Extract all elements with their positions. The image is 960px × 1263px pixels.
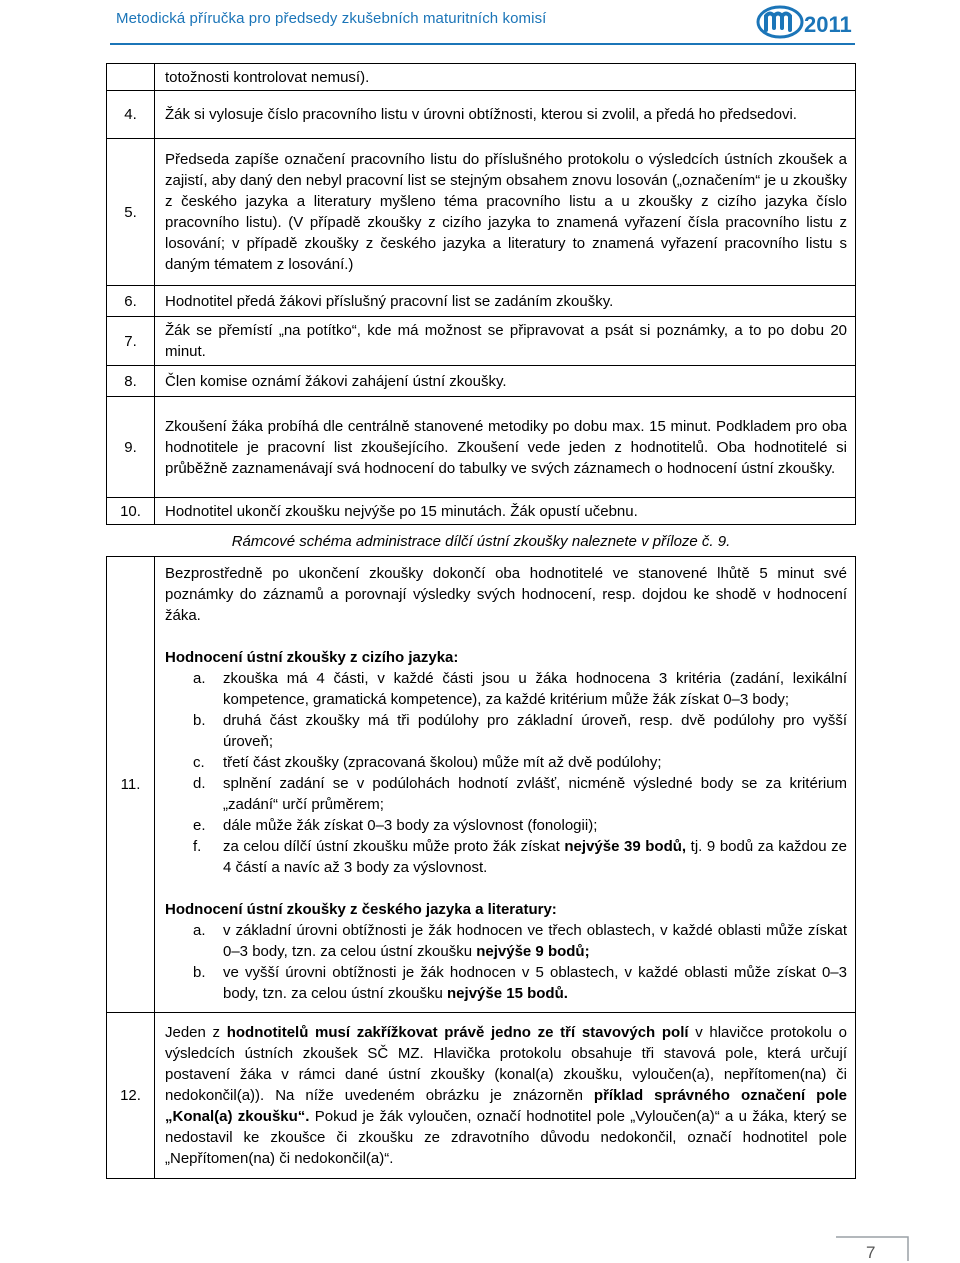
step-text xyxy=(155,139,856,286)
list-item: f. za celou dílčí ústní zkoušku může proto žák získat nejvýše 39 bodů, tj. 9 bodů za každou ze 4 částí a navíc až 3 body za výslovnost. xyxy=(193,838,848,876)
list-item: a. v základní úrovni obtížnosti je žák hodnocen ve třech oblastech, v každé oblasti může získat 0–3 body, tzn. za celou ústní zkoušku nejvýše 9 bodů; xyxy=(193,922,847,960)
foreign-language-heading: Hodnocení ústní zkoušky z cizího jazyka: xyxy=(165,649,459,666)
step-number: 9. xyxy=(107,397,155,498)
step-text: Jeden z hodnotitelů musí zakřížkovat právě jedno ze tří stavových polí v hlavičce protokolu o výsledcích ústních zkoušek SČ MZ. Hlavička protokolu obsahuje tři stavová pole, která určují postavení žáka v rámci dané ústní zkoušky (konal(a) zkoušku, vyloučen(a), nepřítomen(na) či nedokončil(a)). Na níže uvedeném obrázku je znázorněn příklad správného označení pole „Konal(a) zkoušku“. Pokud je žák vyloučen, označí hodnotitel pole „Vyloučen(a)“ a u žáka, který se nedostavil ke zkoušce či zkoušku ze zdravotního důvodu nedokončil, označí hodnotitel pole „Nepřítomen(na) či nedokončil(a)“. xyxy=(155,1013,856,1179)
foreign-language-criteria xyxy=(165,668,847,878)
list-item: c. třetí část zkoušky (zpracovaná školou) může mít až dvě podúlohy; xyxy=(193,754,662,771)
step-number: 6. xyxy=(107,286,155,317)
step-number: 11. xyxy=(107,557,155,1013)
table-row xyxy=(107,1013,856,1179)
procedure-table xyxy=(106,63,856,1179)
step-text: Hodnotitel ukončí zkoušku nejvýše po 15 minutách. Žák opustí učebnu. xyxy=(155,498,856,525)
table-row xyxy=(107,139,856,286)
evaluation-intro: Bezprostředně po ukončení zkoušky dokončí oba hodnotitelé ve stanovené lhůtě 5 minut své poznámky do záznamů a porovnají výsledky svých hodnocení, resp. dojdou ke shodě v hodnocení žáka. xyxy=(165,565,847,624)
list-item: e. dále může žák získat 0–3 body za výslovnost (fonologii); xyxy=(193,817,598,834)
czech-language-heading: Hodnocení ústní zkoušky z českého jazyka a literatury: xyxy=(165,901,557,918)
table-row xyxy=(107,366,856,397)
table-row xyxy=(107,397,856,498)
list-item: b. ve vyšší úrovni obtížnosti je žák hodnocen v 5 oblastech, v každé oblasti může získat 0–3 body, tzn. za celou ústní zkoušku nejvýše 15 bodů. xyxy=(193,964,847,1002)
czech-language-criteria xyxy=(165,920,847,1004)
step-number: 5. xyxy=(107,139,155,286)
list-item: a. zkouška má 4 části, v každé části jsou u žáka hodnocena 3 kritéria (zadání, lexikální kompetence, gramatická kompetence), za každé kritérium může žák získat 0–3 body; xyxy=(193,670,847,708)
svg-text:2011: 2011 xyxy=(804,12,852,37)
maturita-2011-logo xyxy=(756,2,856,40)
note-row xyxy=(107,525,856,557)
step-text: totožnosti kontrolovat nemusí). xyxy=(155,64,856,91)
table-row xyxy=(107,64,856,91)
step-text: Žák se přemístí „na potítko“, kde má možnost se připravovat a psát si poznámky, a to po dobu 20 minut. xyxy=(155,317,856,366)
appendix-note: Rámcové schéma administrace dílčí ústní zkoušky naleznete v příloze č. 9. xyxy=(231,533,731,550)
step-text: Hodnotitel předá žákovi příslušný pracovní list se zadáním zkoušky. xyxy=(155,286,856,317)
step-text-main: Předseda zapíše označení pracovního listu do příslušného protokolu o výsledcích ústních zkoušek a zajistí, aby daný den nebyl pracovní list se stejným obsahem znovu losován („označením“ je u zkoušky z českého jazyka a literatury myšleno téma pracovního listu a u zkoušky z cizího jazyka číslo pracovního listu). xyxy=(165,151,848,231)
step-number: 10. xyxy=(107,498,155,525)
step-text xyxy=(155,557,856,1013)
table-row xyxy=(107,91,856,139)
table-row xyxy=(107,498,856,525)
page-header xyxy=(0,0,960,46)
table-row xyxy=(107,286,856,317)
step-number: 12. xyxy=(107,1013,155,1179)
header-title: Metodická příručka pro předsedy zkušebních maturitních komisí xyxy=(116,10,547,27)
step-number: 7. xyxy=(107,317,155,366)
step-number-empty xyxy=(107,64,155,91)
list-item: b. druhá část zkoušky má tři podúlohy pro základní úroveň, resp. dvě podúlohy pro vyšší úroveň; xyxy=(193,712,847,750)
step-number: 4. xyxy=(107,91,155,139)
step-text: Zkoušení žáka probíhá dle centrálně stanovené metodiky po dobu max. 15 minut. Podkladem pro oba hodnotitele je pracovní list zkoušejícího. Zkoušení vede jeden z hodnotitelů. Oba hodnotitelé si průběžně zaznamenávají svá hodnocení do tabulky ve svých záznamech o hodnocení ústní zkoušky. xyxy=(155,397,856,498)
step-number: 8. xyxy=(107,366,155,397)
page-number: 7 xyxy=(866,1243,876,1262)
step-text: Člen komise oznámí žákovi zahájení ústní zkoušky. xyxy=(155,366,856,397)
step-text: Žák si vylosuje číslo pracovního listu v úrovni obtížnosti, kterou si zvolil, a předá ho předsedovi. xyxy=(155,91,856,139)
table-row xyxy=(107,557,856,1013)
list-item: d. splnění zadání se v podúlohách hodnotí zvlášť, nicméně výsledné body se za kritérium „zadání“ určí průměrem; xyxy=(193,775,847,813)
header-rule xyxy=(110,43,855,45)
table-row xyxy=(107,317,856,366)
step-text-note: (V případě zkoušky z cizího jazyka to znamená vyřazení čísla pracovního listu z losování; v případě zkoušky z českého jazyka a literatury to znamená vyřazení pracovního listu s daným tématem z losování.) xyxy=(165,214,847,273)
